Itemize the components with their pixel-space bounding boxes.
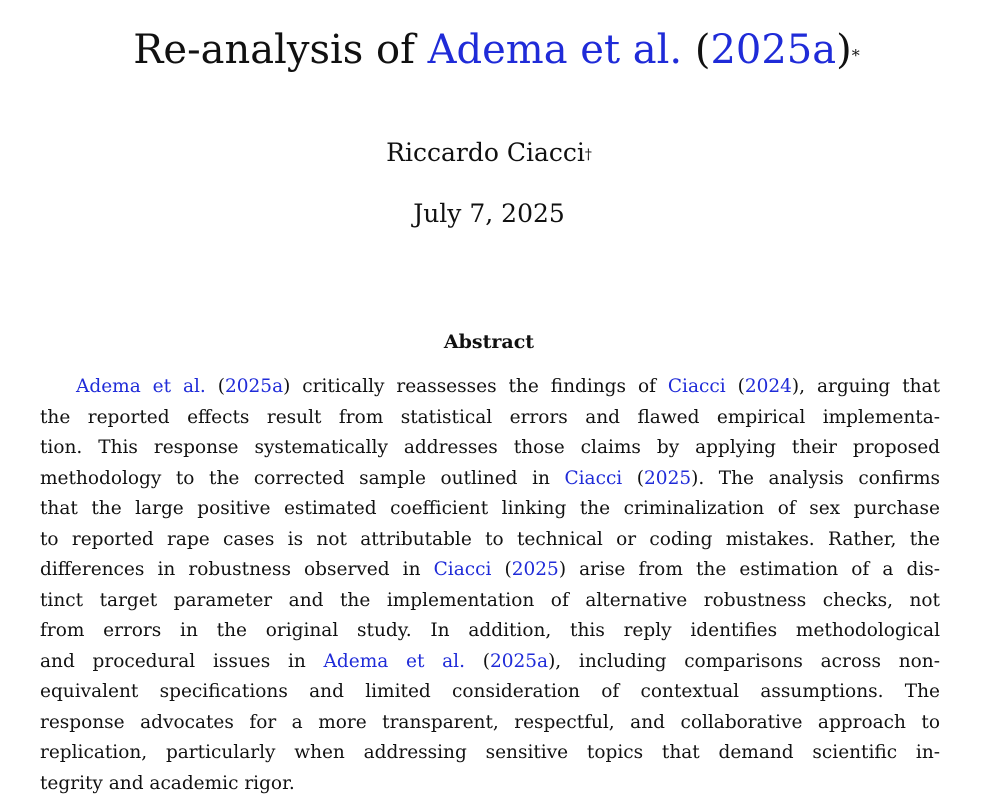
citation-link[interactable]: 2025 [511, 559, 559, 580]
citation-link[interactable]: Ciacci [667, 376, 726, 397]
abstract-text: ) arise from the estimation of a dis- [558, 559, 941, 580]
abstract-text: replication, particularly when addressing sensitive topics that demand scientific in- [40, 742, 940, 763]
citation-link[interactable]: 2025 [644, 467, 692, 489]
author-footnote-mark[interactable]: † [584, 147, 592, 163]
abstract-text: differences in robustness observed in [40, 559, 434, 580]
abstract-text: the reported effects result from statistical errors and flawed empirical implementa- [40, 406, 940, 428]
abstract-line [40, 555, 940, 586]
abstract-line [40, 494, 940, 525]
paper-title [0, 20, 993, 80]
abstract-body [40, 372, 940, 799]
title-open-paren: ( [682, 27, 711, 73]
abstract-line [40, 738, 940, 769]
abstract-text: tion. This response systematically addresses those claims by applying their proposed [40, 437, 940, 458]
abstract-line [40, 464, 940, 495]
abstract-line [40, 708, 940, 739]
title-prefix: Re-analysis of [133, 27, 428, 73]
title-close-paren: ) [836, 27, 852, 73]
abstract-text: equivalent specifications and limited consideration of contextual assumptions. The [40, 681, 940, 702]
abstract-text: ), including comparisons across non- [548, 650, 940, 672]
title-footnote-mark[interactable]: * [851, 46, 860, 65]
abstract-line [40, 769, 940, 799]
abstract-text: ( [491, 559, 512, 580]
citation-link[interactable]: Ciacci [564, 467, 623, 489]
abstract-text: ( [205, 376, 225, 397]
abstract-text: from errors in the original study. In addition, this reply identifies methodological [40, 620, 940, 641]
abstract-text: ), arguing that [791, 376, 941, 397]
citation-link[interactable]: Adema et al. [323, 650, 465, 672]
citation-link[interactable]: 2024 [744, 376, 792, 397]
abstract-text: ) critically reassesses the findings of [283, 376, 668, 397]
abstract-text: and procedural issues in [40, 650, 324, 672]
citation-link[interactable]: Ciacci [433, 559, 492, 580]
abstract-line [40, 647, 940, 678]
abstract-text: ( [725, 376, 745, 397]
abstract-line [40, 403, 940, 434]
abstract-line [40, 525, 940, 556]
title-citation-year-link[interactable]: 2025a [710, 27, 837, 73]
citation-link[interactable]: Adema et al. [76, 376, 206, 397]
abstract-line [40, 677, 940, 708]
abstract-line [40, 586, 940, 617]
abstract-text: response advocates for a more transparent, respectful, and collaborative approach to [40, 711, 940, 733]
abstract-text: ). The analysis confirms [691, 467, 940, 489]
abstract-text: ( [464, 650, 490, 672]
abstract-text: to reported rape cases is not attributable to technical or coding mistakes. Rather, the [40, 528, 940, 550]
author-line [0, 133, 978, 173]
citation-link[interactable]: 2025a [489, 650, 549, 672]
citation-link[interactable]: 2025a [225, 376, 284, 397]
author-name: Riccardo Ciacci [386, 138, 585, 167]
title-citation-authors-link[interactable]: Adema et al. [427, 27, 683, 73]
abstract-text: tegrity and academic rigor. [40, 772, 295, 794]
abstract-text: tinct target parameter and the implementation of alternative robustness checks, not [40, 589, 940, 611]
abstract-text: methodology to the corrected sample outlined in [40, 467, 565, 489]
abstract-text: that the large positive estimated coefficient linking the criminalization of sex purchase [40, 498, 940, 519]
abstract-text: ( [622, 467, 645, 489]
publication-date: July 7, 2025 [413, 199, 565, 228]
abstract-line [40, 433, 940, 464]
abstract-line [40, 616, 940, 647]
abstract-heading: Abstract [443, 331, 535, 353]
abstract-line [40, 372, 940, 403]
